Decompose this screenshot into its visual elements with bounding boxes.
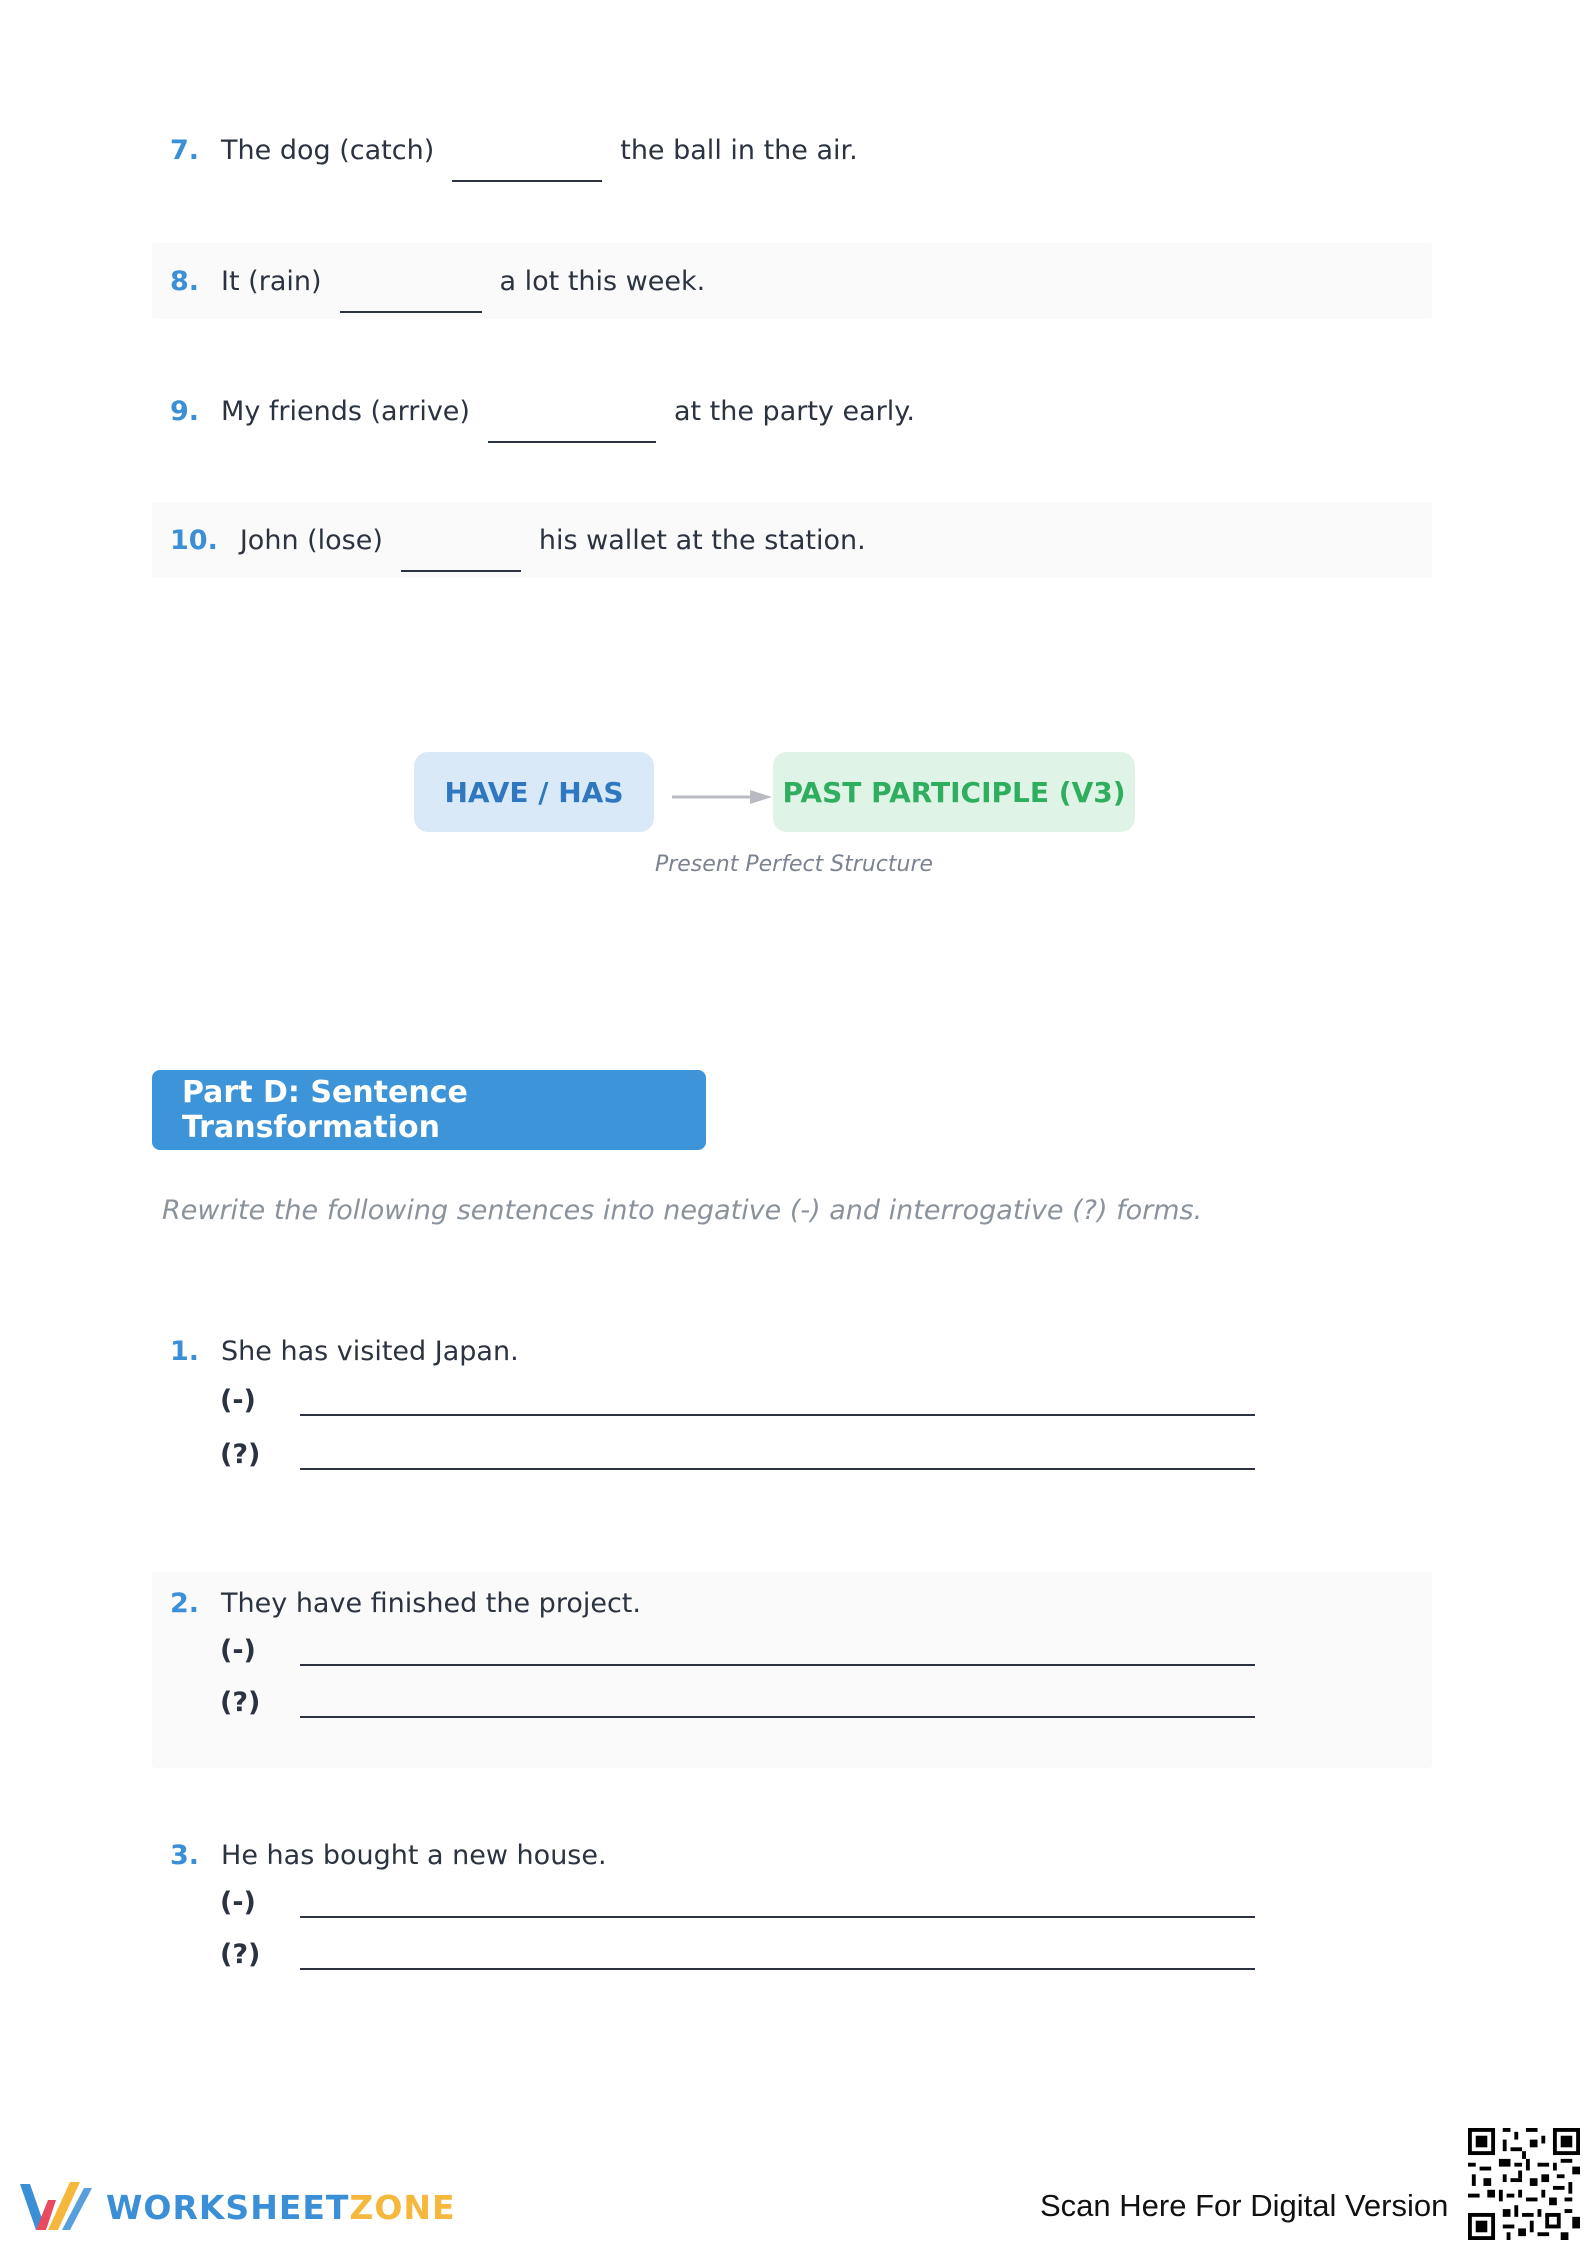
item-number: 1. <box>170 1336 200 1367</box>
negative-answer-line[interactable] <box>300 1384 1255 1416</box>
negative-symbol: (-) <box>220 1385 256 1416</box>
item-continuation: at the party early. <box>673 395 915 427</box>
answer-blank[interactable] <box>452 146 602 182</box>
item-number: 10. <box>170 524 218 556</box>
item-prompt: My friends (arrive) <box>221 395 470 427</box>
item-sentence: They have finished the project. <box>221 1588 641 1619</box>
item-sentence: She has visited Japan. <box>221 1336 519 1367</box>
item-continuation: his wallet at the station. <box>538 524 866 556</box>
transformation-item-1 <box>152 1320 1432 1520</box>
present-perfect-structure-diagram <box>0 752 1588 892</box>
brand-name-part1: WORKSHEET <box>106 2187 350 2227</box>
scan-instruction: Scan Here For Digital Version <box>1040 2188 1449 2223</box>
item-prompt: It (rain) <box>221 265 322 297</box>
past-participle-box: PAST PARTICIPLE (V3) <box>773 752 1135 832</box>
answer-blank[interactable] <box>401 536 521 572</box>
item-number: 9. <box>170 395 200 427</box>
negative-answer-line[interactable] <box>300 1634 1255 1666</box>
question-answer-line[interactable] <box>300 1686 1255 1718</box>
transformation-item-3 <box>152 1824 1432 2024</box>
answer-blank[interactable] <box>340 277 482 313</box>
brand-name-part2: ZONE <box>349 2187 456 2227</box>
answer-blank[interactable] <box>488 407 656 443</box>
negative-answer-line[interactable] <box>300 1886 1255 1918</box>
negative-line <box>220 1384 1255 1416</box>
item-number: 3. <box>170 1840 200 1871</box>
part-d-instructions: Rewrite the following sentences into negative (-) and interrogative (?) forms. <box>162 1195 1203 1226</box>
item-number: 8. <box>170 265 200 297</box>
question-symbol: (?) <box>220 1939 261 1970</box>
question-symbol: (?) <box>220 1439 261 1470</box>
negative-line <box>220 1634 1255 1666</box>
worksheetzone-logo-icon <box>18 2178 94 2236</box>
question-line <box>220 1438 1255 1470</box>
question-answer-line[interactable] <box>300 1938 1255 1970</box>
item-number: 2. <box>170 1588 200 1619</box>
gap-fill-row-10 <box>152 502 1432 578</box>
have-has-box: HAVE / HAS <box>414 752 654 832</box>
worksheetzone-logo[interactable] <box>18 2178 456 2236</box>
item-sentence: He has bought a new house. <box>221 1840 607 1871</box>
item-number: 7. <box>170 134 200 166</box>
part-d-title: Part D: Sentence Transformation <box>152 1070 706 1150</box>
diagram-caption: Present Perfect Structure <box>654 852 934 877</box>
gap-fill-row-9 <box>152 373 1432 449</box>
negative-symbol: (-) <box>220 1635 256 1666</box>
item-prompt: The dog (catch) <box>221 134 435 166</box>
question-answer-line[interactable] <box>300 1438 1255 1470</box>
negative-line <box>220 1886 1255 1918</box>
gap-fill-row-8 <box>152 243 1432 319</box>
question-symbol: (?) <box>220 1687 261 1718</box>
transformation-item-2 <box>152 1572 1432 1768</box>
item-prompt: John (lose) <box>239 524 383 556</box>
item-continuation: a lot this week. <box>499 265 706 297</box>
item-continuation: the ball in the air. <box>620 134 858 166</box>
qr-code-icon[interactable] <box>1468 2128 1580 2240</box>
arrow-right-icon <box>672 790 772 804</box>
question-line <box>220 1686 1255 1718</box>
negative-symbol: (-) <box>220 1887 256 1918</box>
question-line <box>220 1938 1255 1970</box>
gap-fill-row-7 <box>152 112 1432 188</box>
